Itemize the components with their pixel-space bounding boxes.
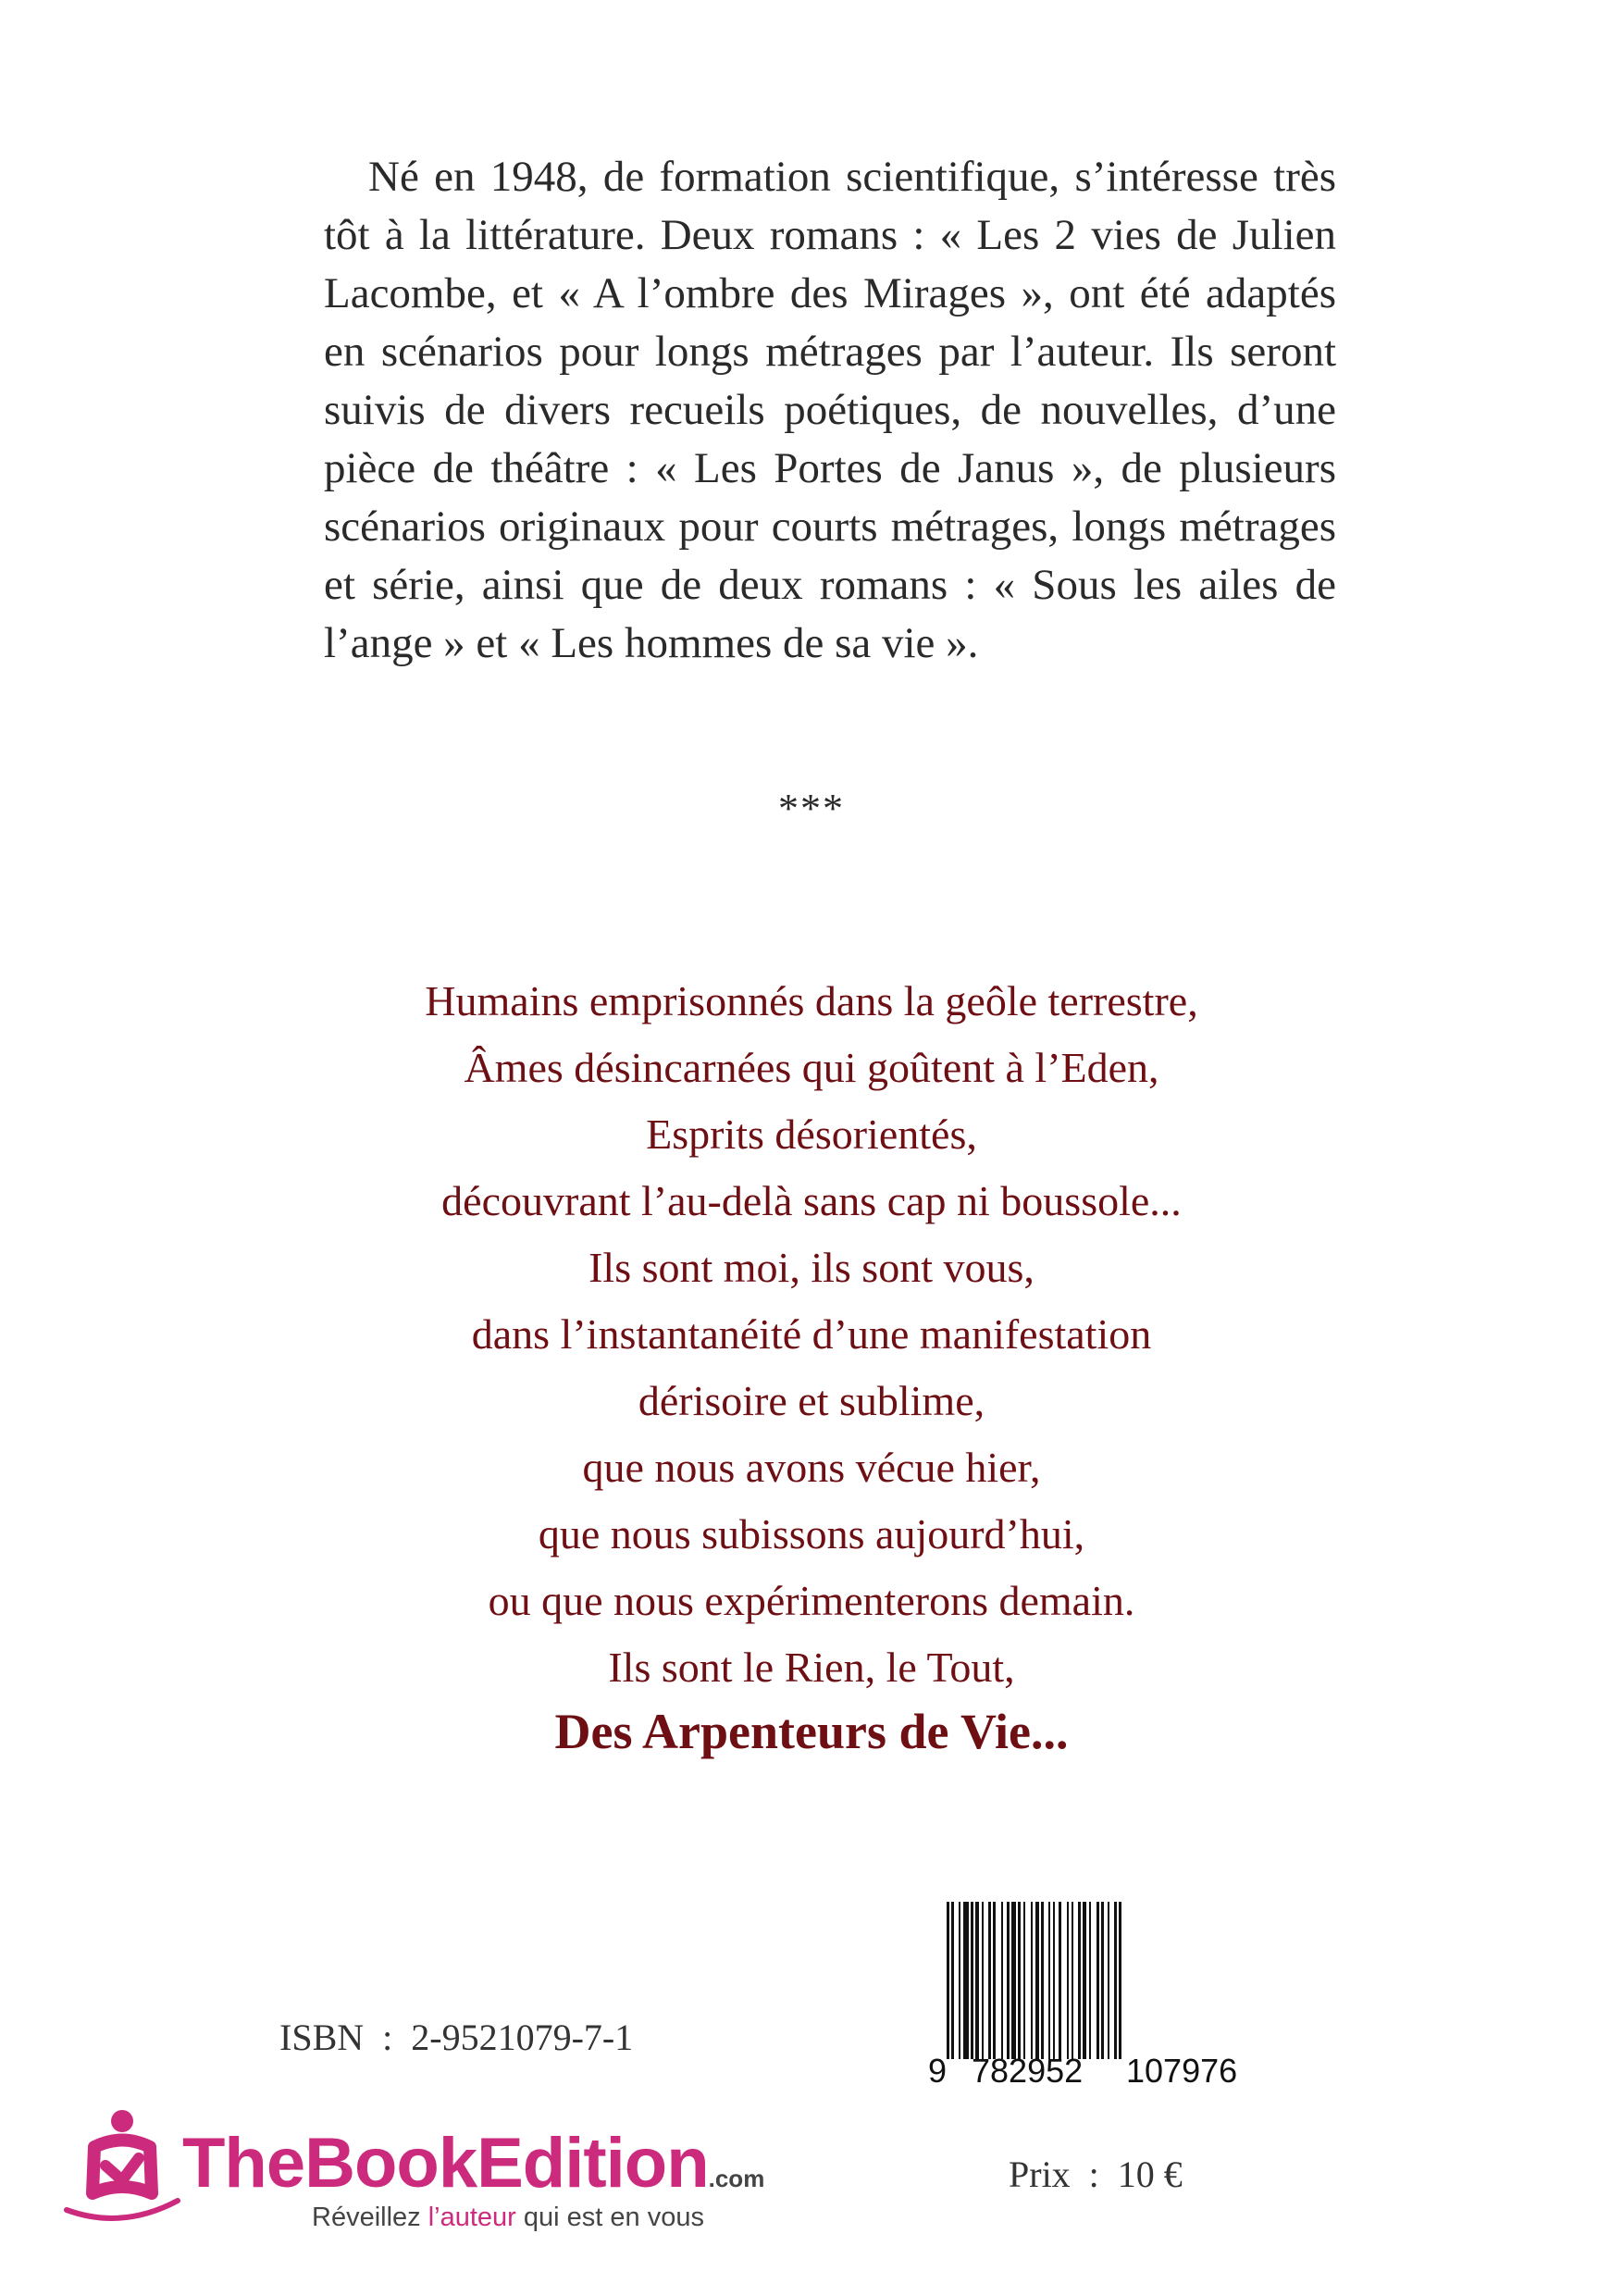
poem-line: Humains emprisonnés dans la geôle terrestre, xyxy=(425,977,1198,1024)
barcode xyxy=(921,1902,1300,2090)
publisher-name-text: TheBookEdition xyxy=(182,2124,709,2203)
book-person-icon xyxy=(57,2101,187,2230)
tagline-start: Réveillez xyxy=(312,2203,428,2232)
poem-line: découvrant l’au-delà sans cap ni boussole... xyxy=(441,1177,1182,1224)
poem-line: Âmes désincarnées qui goûtent à l’Eden, xyxy=(464,1044,1159,1091)
publisher-tagline xyxy=(312,2203,704,2233)
barcode-bars xyxy=(947,1902,1285,2059)
barcode-right-group: 107976 xyxy=(1126,2052,1238,2090)
poem-line: Ils sont moi, ils sont vous, xyxy=(588,1244,1035,1291)
poem xyxy=(0,974,1623,1706)
publisher-domain: .com xyxy=(708,2165,765,2192)
poem-line: dérisoire et sublime, xyxy=(638,1377,985,1424)
author-biography: Né en 1948, de formation scientifique, s’intéresse très tôt à la littérature. Deux romans : « Les 2 vies de Julien Lacombe, et « A l’ombre des Mirages », ont été adaptés en scénarios pour longs métrages par l’auteur. Ils seront suivis de divers recueils poétiques, de nouvelles, d’une pièce de théâtre : « Les Portes de Janus », de plusieurs scénarios originaux pour courts métrages, longs métrages et série, ainsi que de deux romans : « Sous les ailes de l’ange » et « Les hommes de sa vie ». xyxy=(324,153,1336,667)
barcode-bar xyxy=(1121,1902,1125,2059)
publisher-logo xyxy=(57,2101,816,2240)
poem-line: Esprits désorientés, xyxy=(646,1111,977,1158)
section-separator: *** xyxy=(778,786,845,831)
isbn-label: ISBN : 2-9521079-7-1 xyxy=(279,2017,634,2058)
poem-line: ou que nous expérimenterons demain. xyxy=(488,1577,1135,1624)
poem-line: que nous subissons aujourd’hui, xyxy=(538,1510,1085,1558)
book-title: Des Arpenteurs de Vie... xyxy=(554,1704,1069,1759)
price-label: Prix : 10 € xyxy=(1009,2153,1183,2195)
tagline-end: qui est en vous xyxy=(515,2203,704,2232)
tagline-highlight: l’auteur xyxy=(427,2203,516,2232)
barcode-left-group: 782952 xyxy=(972,2052,1084,2090)
poem-line: Ils sont le Rien, le Tout, xyxy=(608,1644,1015,1691)
poem-line: dans l’instantanéité d’une manifestation xyxy=(471,1310,1152,1358)
barcode-first-digit: 9 xyxy=(928,2052,948,2090)
publisher-name xyxy=(182,2124,765,2203)
poem-line: que nous avons vécue hier, xyxy=(582,1444,1041,1491)
